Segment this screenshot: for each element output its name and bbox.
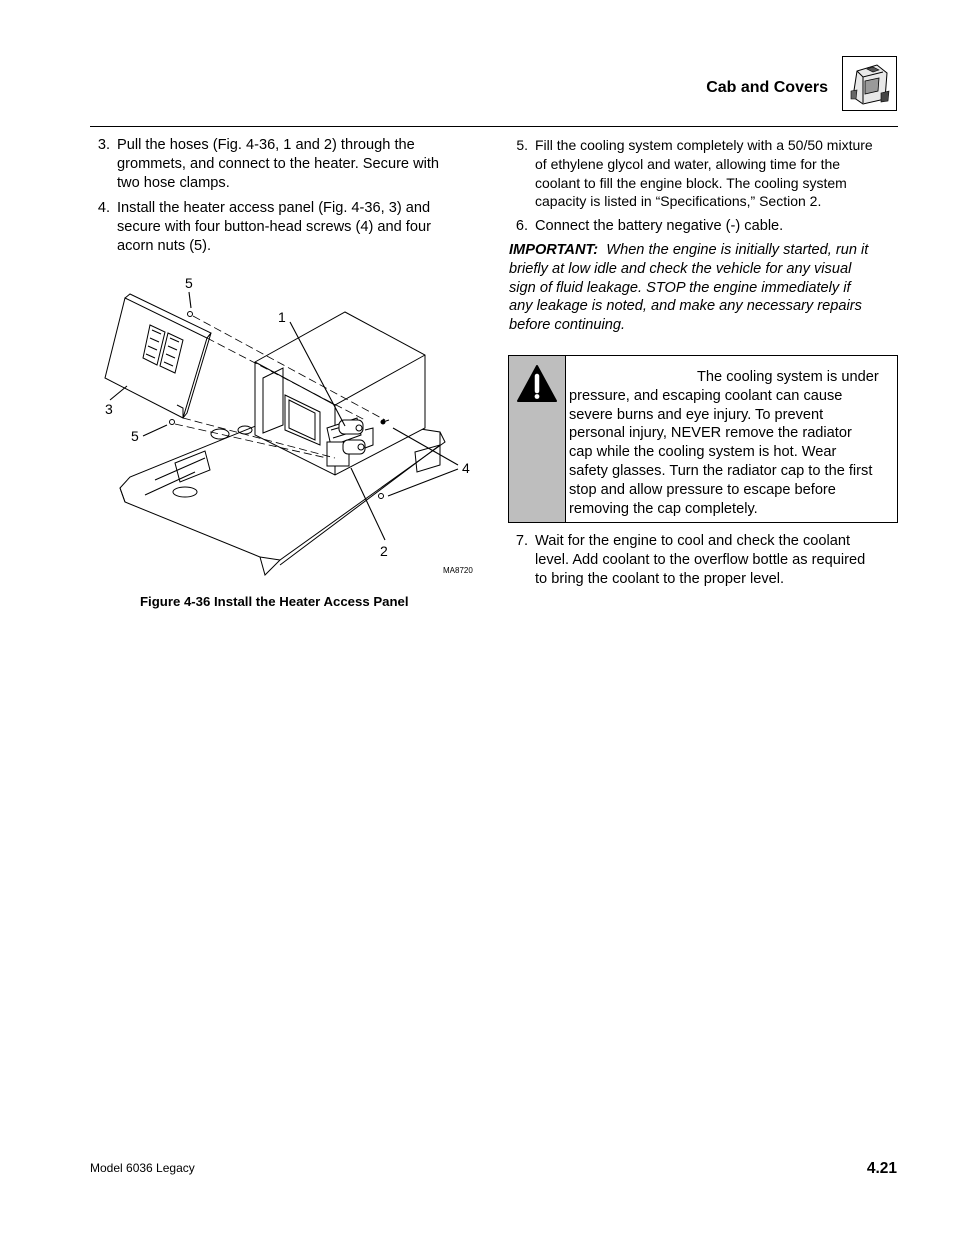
step-3 [90, 136, 480, 196]
warning-triangle-icon [509, 356, 565, 412]
warning-line: personal injury, NEVER remove the radiator [569, 425, 852, 442]
callout-2: 2 [380, 543, 388, 559]
callout-5-top: 5 [185, 275, 193, 291]
figure-id: MA8720 [443, 566, 473, 575]
warning-line: severe burns and eye injury. To prevent [569, 406, 824, 423]
warning-line: stop and allow pressure to escape before [569, 481, 836, 498]
important-line: before continuing. [509, 317, 626, 334]
step-line: two hose clamps. [117, 174, 230, 191]
warning-box [508, 355, 898, 523]
figure-caption: Figure 4-36 Install the Heater Access Panel [140, 594, 409, 609]
step-line: Install the heater access panel (Fig. 4-36, 3) and [117, 200, 431, 216]
header-rule [90, 126, 898, 127]
step-number: 6. [515, 218, 528, 234]
step-4 [90, 199, 480, 259]
step-number: 7. [515, 533, 528, 549]
step-6 [508, 217, 898, 237]
step-line: Wait for the engine to cool and check the coolant [535, 533, 851, 549]
section-title: Cab and Covers [706, 79, 828, 96]
warning-line: cap while the cooling system is hot. Wear [569, 444, 837, 461]
step-line: Pull the hoses (Fig. 4-36, 1 and 2) through the [117, 137, 415, 153]
cab-icon [842, 56, 897, 111]
page-number: 4.21 [866, 1160, 897, 1177]
callout-4: 4 [462, 460, 470, 476]
important-line: briefly at low idle and check the vehicle for any visual [509, 260, 852, 277]
step-line: Connect the battery negative (-) cable. [535, 218, 784, 234]
step-line: secure with four button-head screws (4) and four [117, 218, 431, 235]
warning-line: The cooling system is under [697, 369, 879, 385]
step-line: coolant to fill the engine block. The cooling system [535, 174, 847, 191]
warning-text [569, 368, 894, 518]
step-line: grommets, and connect to the heater. Secure with [117, 155, 440, 172]
important-line: When the engine is initially started, run it [606, 242, 869, 258]
step-number: 5. [516, 137, 528, 153]
step-number: 3. [97, 137, 110, 153]
step-line: acorn nuts (5). [117, 237, 212, 254]
heater-panel-figure [95, 270, 490, 588]
step-7 [508, 532, 898, 592]
important-line: any leakage is noted, and make any necessary repairs [509, 298, 862, 315]
warning-line: safety glasses. Turn the radiator cap to the first [569, 462, 873, 479]
step-number: 4. [97, 200, 110, 216]
step-line: level. Add coolant to the overflow bottle as required [535, 551, 866, 568]
step-line: of ethylene glycol and water, allowing time for the [535, 155, 841, 172]
warning-line: removing the cap completely. [569, 500, 758, 517]
callout-1: 1 [278, 309, 286, 325]
step-line: capacity is listed in “Specifications,” Section 2. [535, 193, 822, 210]
footer-model: Model 6036 Legacy [90, 1161, 195, 1175]
warning-line: pressure, and escaping coolant can cause [569, 387, 843, 404]
callout-5-bottom: 5 [131, 428, 139, 444]
step-line: Fill the cooling system completely with a 50/50 mixture [535, 137, 873, 153]
important-note [509, 241, 899, 335]
important-label: IMPORTANT: [509, 242, 599, 258]
step-5 [508, 136, 903, 216]
step-line: to bring the coolant to the proper level. [535, 570, 785, 587]
callout-3: 3 [105, 401, 113, 417]
warning-sidebar [509, 356, 566, 522]
important-line: sign of fluid leakage. STOP the engine immediately if [509, 279, 851, 296]
